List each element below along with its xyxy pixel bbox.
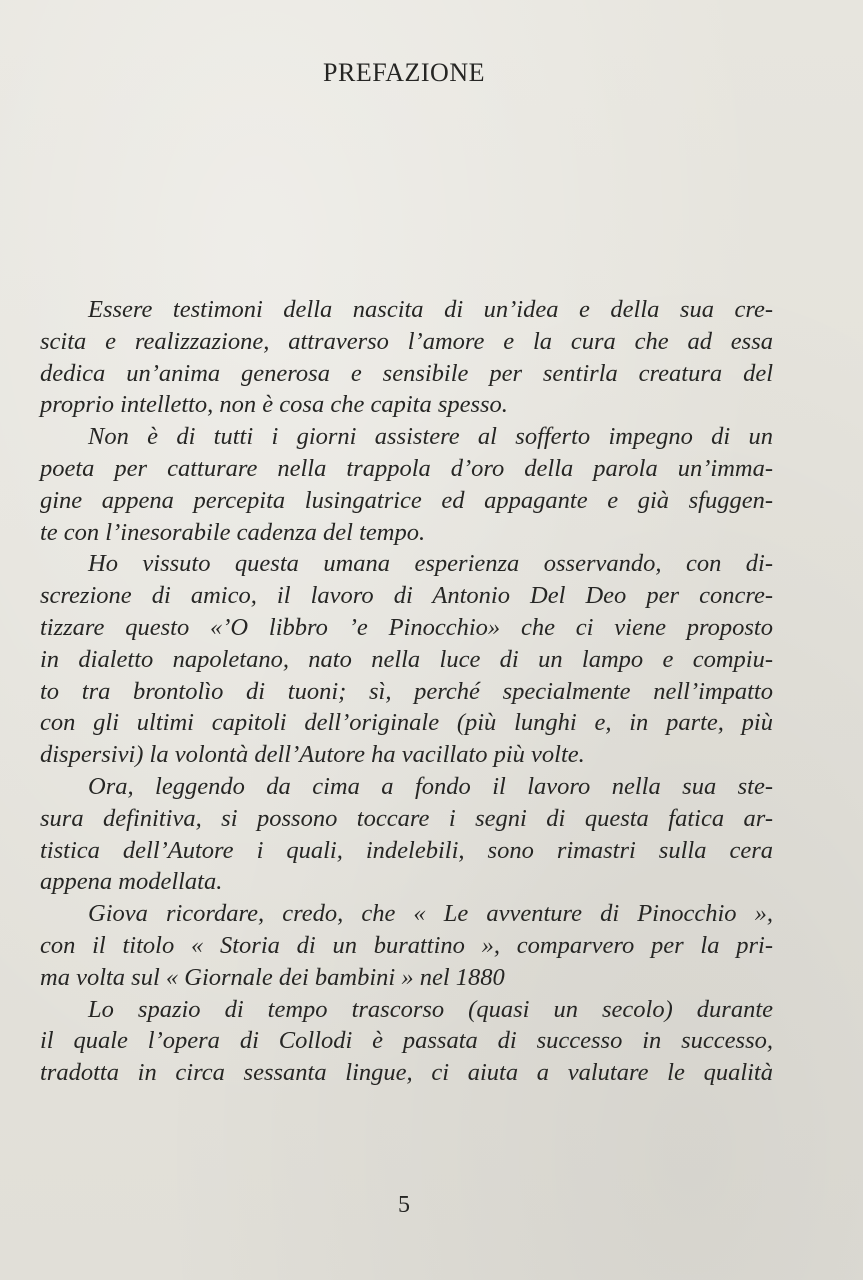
text-line: sura definitiva, si possono toccare i segni di questa fatica ar- <box>40 804 773 832</box>
text-line: Non è di tutti i giorni assistere al sofferto impegno di un <box>88 423 773 451</box>
text-line: scita e realizzazione, attraverso l’amore e la cura che ad essa <box>40 327 773 355</box>
text-line: ma volta sul « Giornale dei bambini » nel 1880 <box>40 963 505 991</box>
text-line: Lo spazio di tempo trascorso (quasi un secolo) durante <box>88 995 773 1023</box>
text-line: screzione di amico, il lavoro di Antonio Del Deo per concre- <box>40 582 773 610</box>
text-line: il quale l’opera di Collodi è passata di successo in successo, <box>40 1027 773 1055</box>
text-line: tistica dell’Autore i quali, indelebili, sono rimastri sulla cera <box>40 836 773 864</box>
text-line: dispersivi) la volontà dell’Autore ha vacillato più volte. <box>40 741 585 769</box>
text-line: Essere testimoni della nascita di un’idea e della sua cre- <box>88 296 773 323</box>
text-line: tradotta in circa sessanta lingue, ci aiuta a valutare le qualità <box>40 1059 773 1087</box>
text-line: Giova ricordare, credo, che « Le avventure di Pinocchio », <box>88 900 773 928</box>
text-line: gine appena percepita lusingatrice ed appagante e già sfuggen- <box>40 486 773 514</box>
text-line: poeta per catturare nella trappola d’oro della parola un’imma- <box>40 454 773 482</box>
text-line: Ho vissuto questa umana esperienza osservando, con di- <box>88 550 773 578</box>
text-line: in dialetto napoletano, nato nella luce di un lampo e compiu- <box>40 645 773 673</box>
text-line: te con l’inesorabile cadenza del tempo. <box>40 518 426 546</box>
text-line: con gli ultimi capitoli dell’originale (più lunghi e, in parte, più <box>40 709 773 737</box>
text-line: tizzare questo «’O libbro ’e Pinocchio» che ci viene proposto <box>40 613 773 641</box>
page-number: 5 <box>398 1192 410 1218</box>
text-line: appena modellata. <box>40 868 223 896</box>
text-line: con il titolo « Storia di un burattino », comparvero per la pri- <box>40 931 773 959</box>
page-title: PREFAZIONE <box>323 58 485 87</box>
preface-body <box>40 294 773 1089</box>
text-line: to tra brontolìo di tuoni; sì, perché specialmente nell’impatto <box>40 677 773 705</box>
text-line: proprio intelletto, non è cosa che capita spesso. <box>40 391 508 419</box>
text-line: dedica un’anima generosa e sensibile per sentirla creatura del <box>40 359 773 387</box>
text-line: Ora, leggendo da cima a fondo il lavoro nella sua ste- <box>88 772 773 800</box>
